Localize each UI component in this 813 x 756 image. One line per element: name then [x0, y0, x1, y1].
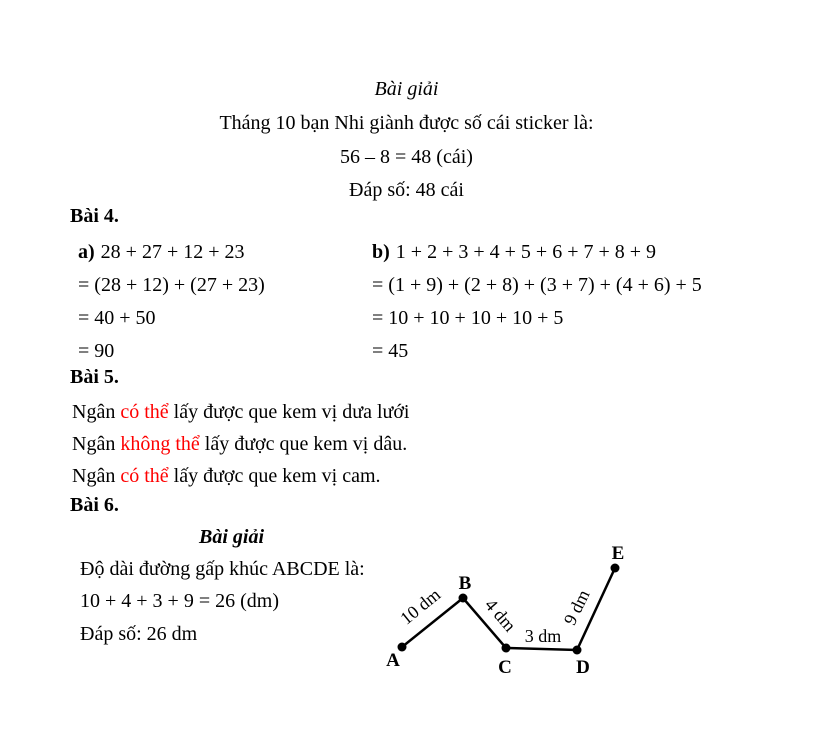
bai5-line-1 — [72, 396, 409, 428]
bai4-b-step-1: = (1 + 9) + (2 + 8) + (3 + 7) + (4 + 6) + 5 — [372, 274, 702, 296]
vertex-label-d: D — [576, 657, 590, 678]
bai4-b-step-3: = 45 — [372, 340, 409, 362]
solution-top-statement: Tháng 10 bạn Nhi giành được số cái sticker là: — [219, 112, 594, 134]
vertex-label-a: A — [386, 650, 400, 671]
bai5-line-1-prefix: Ngân — [72, 401, 121, 423]
solution-top-equation: 56 – 8 = 48 (cái) — [340, 146, 473, 168]
bai4-b-expression-line — [372, 236, 702, 269]
segment-label-bc: 4 dm — [481, 594, 521, 636]
bai5-line-2-prefix: Ngân — [72, 433, 121, 455]
bai5-line-3-suffix: lấy được que kem vị cam. — [168, 465, 381, 487]
bai4-a-step-3: = 90 — [78, 340, 115, 362]
vertex-label-c: C — [498, 657, 512, 678]
bai5-heading: Bài 5. — [70, 366, 119, 388]
bai5-line-3 — [72, 460, 409, 492]
vertex-label-b: B — [458, 573, 472, 594]
polyline-diagram — [380, 538, 642, 678]
vertex-dot-e — [611, 564, 620, 573]
bai4-b-expression: 1 + 2 + 3 + 4 + 5 + 6 + 7 + 8 + 9 — [395, 241, 657, 263]
vertex-dot-c — [502, 644, 511, 653]
bai4-b-label: b) — [372, 241, 390, 263]
bai6-heading: Bài 6. — [70, 494, 119, 516]
bai5-line-3-prefix: Ngân — [72, 465, 121, 487]
segment-label-de: 9 dm — [559, 586, 594, 629]
bai4-a-step-2: = 40 + 50 — [78, 307, 156, 329]
bai4-a-expression-line — [78, 236, 265, 269]
bai5-lines — [72, 396, 409, 492]
bai5-line-3-highlight: có thể — [120, 465, 169, 487]
vertex-dot-d — [573, 646, 582, 655]
bai6-statement: Độ dài đường gấp khúc ABCDE là: — [80, 558, 365, 580]
bai6-answer: Đáp số: 26 dm — [80, 623, 198, 645]
bai4-a-label: a) — [78, 241, 95, 263]
bai4-a-step-1: = (28 + 12) + (27 + 23) — [78, 274, 265, 296]
bai5-line-1-highlight: có thể — [120, 401, 169, 423]
segment-label-cd: 3 dm — [524, 626, 562, 646]
bai4-a-expression: 28 + 27 + 12 + 23 — [100, 241, 245, 263]
segment-label-ab: 10 dm — [396, 584, 445, 629]
bai4-heading: Bài 4. — [70, 205, 119, 227]
bai4-column-b — [372, 236, 702, 368]
bai5-line-2 — [72, 428, 409, 460]
vertex-dot-b — [459, 594, 468, 603]
bai4-b-step-2: = 10 + 10 + 10 + 10 + 5 — [372, 307, 564, 329]
bai5-line-1-suffix: lấy được que kem vị dưa lưới — [168, 401, 410, 423]
solution-top-answer: Đáp số: 48 cái — [349, 179, 464, 201]
bai6-equation: 10 + 4 + 3 + 9 = 26 (dm) — [80, 590, 279, 612]
solution-top-title: Bài giải — [374, 78, 439, 100]
bai5-line-2-highlight: không thể — [120, 433, 200, 455]
bai6-solution-title: Bài giải — [199, 526, 265, 548]
vertex-label-e: E — [611, 543, 625, 564]
bai4-column-a — [78, 236, 265, 368]
bai5-line-2-suffix: lấy được que kem vị dâu. — [199, 433, 408, 455]
